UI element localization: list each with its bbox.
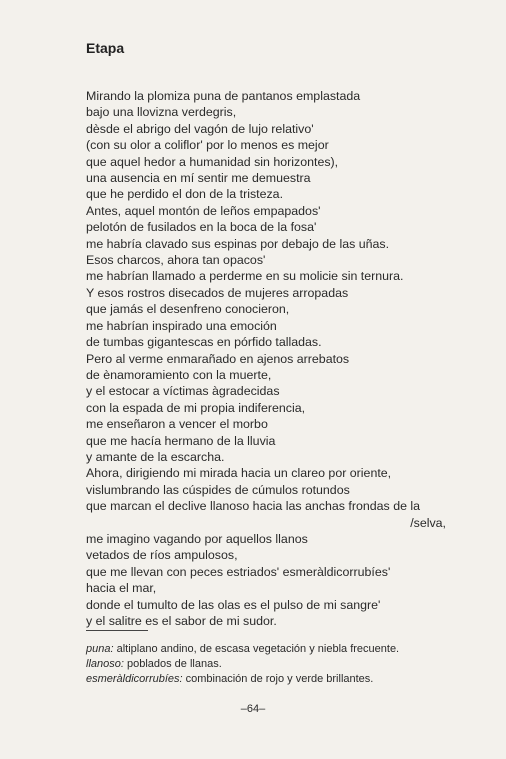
poem-line: que marcan el declive llanoso hacia las anchas frondas de la [86,499,421,514]
poem-line: y el salitre es el sabor de mi sudor. [86,614,277,628]
poem-line: hacia el mar, [86,581,157,596]
poem-line: Mirando la plomiza puna de pantanos emplastada [86,89,361,103]
footnotes [86,642,426,687]
footnote-text: poblados de llanas. [123,658,222,670]
poem-line: que jamás el desenfreno conocieron, [86,302,290,317]
poem-line: que he perdido el don de la tristeza. [86,187,284,202]
poem-line: y el estocar a víctimas àgradecidas [86,384,280,399]
poem-line: me imagino vagando por aquellos llanos [86,531,308,546]
footnote [86,672,426,687]
poem-line: que me hacía hermano de la lluvia [86,433,276,448]
footnote [86,642,426,657]
footnote [86,657,426,672]
poem-line: me enseñaron a vencer el morbo [86,417,268,432]
footnote-text: combinación de rojo y verde brillantes. [182,673,374,685]
poem-line: /selva, [410,515,446,530]
poem-line: me habría clavado sus espinas por debajo de las uñas. [86,236,390,251]
poem-line: dèsde el abrigo del vagón de lujo relativo' [86,121,314,136]
poem-line: que me llevan con peces estriados' esmeràldicorrubíes' [86,564,391,579]
poem-title: Etapa [86,40,125,56]
poem-line: que aquel hedor a humanidad sin horizontes), [86,154,339,169]
poem-line: Antes, aquel montón de leños empapados' [86,203,321,218]
poem-line: Y esos rostros disecados de mujeres arropadas [86,285,349,300]
poem-line: bajo una llovizna verdegris, [86,105,237,120]
footnote-term: esmeràldicorrubíes: [86,673,183,685]
poem-line: Pero al verme enmarañado en ajenos arrebatos [86,351,350,366]
poem-line: de tumbas gigantescas en pórfido talladas. [86,335,322,350]
footnote-term: puna: [86,643,114,655]
poem-line: y amante de la escarcha. [86,449,225,464]
poem-line: (con su olor a coliflor' por lo menos es mejor [86,138,329,153]
poem-line: me habrían llamado a perderme en su molicie sin ternura. [86,269,404,284]
poem-body [86,88,446,629]
poem-line: de ènamoramiento con la muerte, [86,367,272,382]
poem-line: Ahora, dirigiendo mi mirada hacia un clareo por oriente, [86,466,392,481]
footnote-text: altiplano andino, de escasa vegetación y niebla frecuente. [113,643,400,655]
poem-line: una ausencia en mí sentir me demuestra [86,171,311,186]
footnote-term: llanoso: [86,658,124,670]
footnote-rule [86,630,148,631]
page-number: –64– [240,703,266,715]
poem-line: Esos charcos, ahora tan opacos' [86,253,266,268]
poem-line: vetados de ríos ampulosos, [86,548,238,563]
poem-line: con la espada de mi propia indiferencia, [86,400,306,415]
poem-line: pelotón de fusilados en la boca de la fosa' [86,220,317,235]
poem-line: vislumbrando las cúspides de cúmulos rotundos [86,482,350,497]
poem-line: donde el tumulto de las olas es el pulso de mi sangre' [86,597,381,612]
poem-line: me habrían inspirado una emoción [86,318,277,333]
